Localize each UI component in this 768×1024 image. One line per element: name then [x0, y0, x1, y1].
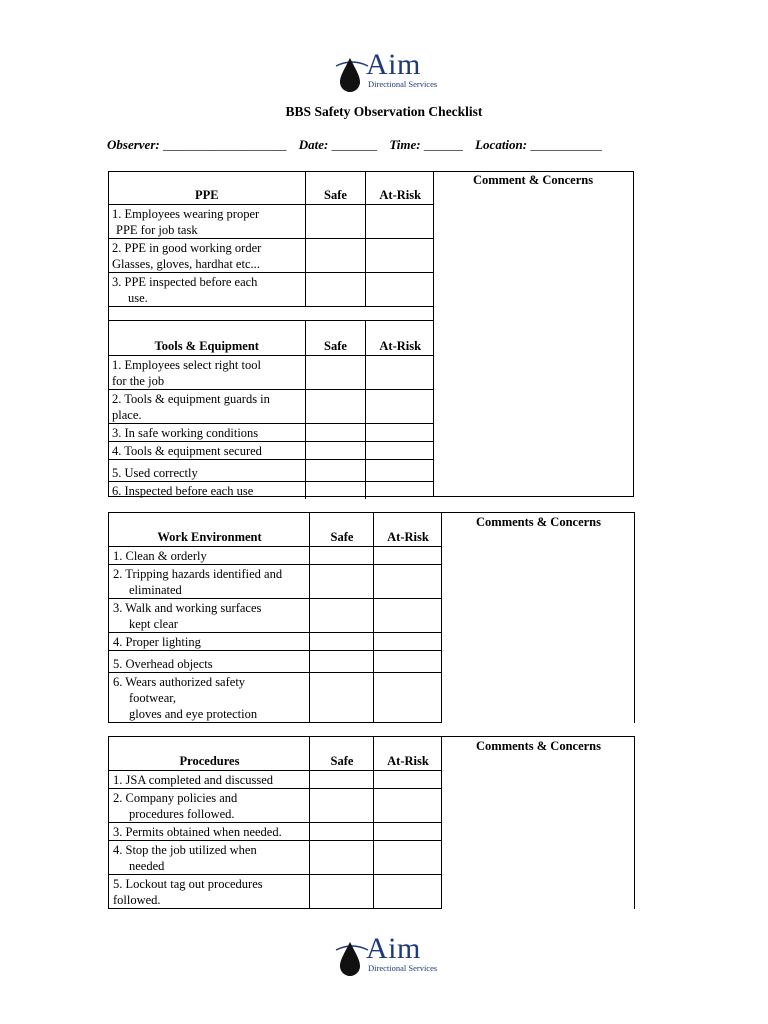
brand-name: Aim: [366, 48, 421, 81]
work-environment-comments[interactable]: [442, 513, 635, 723]
procedures-heading: Procedures: [109, 737, 310, 771]
procedures-item-5: 5. Lockout tag out procedures followed.: [109, 875, 310, 909]
procedures-item-4: 4. Stop the job utilized when needed: [109, 841, 310, 875]
work-item-2: 2. Tripping hazards identified and eliminated: [109, 565, 310, 599]
procedures-comment-header: Comments & Concerns: [476, 739, 601, 753]
tools-item-4-atrisk-cell[interactable]: [365, 442, 434, 460]
tools-item-1: 1. Employees select right tool for the job: [108, 356, 305, 390]
tools-item-3-safe-cell[interactable]: [305, 424, 365, 442]
work-item-4-safe-cell[interactable]: [310, 633, 374, 651]
work-item-6-atrisk-cell[interactable]: [374, 673, 442, 723]
tools-atrisk-header: At-Risk: [365, 321, 434, 356]
tools-item-4: 4. Tools & equipment secured: [108, 442, 305, 460]
work-item-5: 5. Overhead objects: [109, 651, 310, 673]
ppe-table: [108, 171, 434, 321]
procedures-atrisk-header: At-Risk: [374, 737, 442, 771]
tools-item-1-safe-cell[interactable]: [305, 356, 365, 390]
tools-item-2: 2. Tools & equipment guards in place.: [108, 390, 305, 424]
ppe-item-3: 3. PPE inspected before each use.: [108, 272, 305, 306]
procedures-item-2-safe-cell[interactable]: [310, 789, 374, 823]
ppe-atrisk-header: At-Risk: [365, 171, 434, 204]
brand-tagline: Directional Services: [368, 79, 438, 89]
ppe-item-2: 2. PPE in good working order Glasses, gloves, hardhat etc...: [108, 238, 305, 272]
procedures-item-3-safe-cell[interactable]: [310, 823, 374, 841]
procedures-item-1: 1. JSA completed and discussed: [109, 771, 310, 789]
date-label: Date:: [298, 137, 329, 152]
tools-item-3-atrisk-cell[interactable]: [365, 424, 434, 442]
procedures-safe-header: Safe: [310, 737, 374, 771]
work-item-6: 6. Wears authorized safety footwear, gloves and eye protection: [109, 673, 310, 723]
procedures-table: [108, 736, 635, 909]
work-item-4: 4. Proper lighting: [109, 633, 310, 651]
ppe-spacer: [108, 306, 434, 321]
ppe-item-3-atrisk-cell[interactable]: [365, 272, 434, 306]
work-item-1: 1. Clean & orderly: [109, 547, 310, 565]
ppe-item-1: 1. Employees wearing proper PPE for job task: [108, 204, 305, 238]
tools-item-4-safe-cell[interactable]: [305, 442, 365, 460]
work-item-2-safe-cell[interactable]: [310, 565, 374, 599]
footer-brand-tagline: Directional Services: [368, 963, 438, 973]
observer-label: Observer:: [107, 137, 160, 152]
procedures-item-2-atrisk-cell[interactable]: [374, 789, 442, 823]
work-item-2-atrisk-cell[interactable]: [374, 565, 442, 599]
footer-brand-name: Aim: [366, 932, 421, 965]
procedures-item-3: 3. Permits obtained when needed.: [109, 823, 310, 841]
tools-item-6-atrisk-cell[interactable]: [365, 482, 434, 500]
ppe-item-1-safe-cell[interactable]: [305, 204, 365, 238]
work-item-1-safe-cell[interactable]: [310, 547, 374, 565]
procedures-item-4-atrisk-cell[interactable]: [374, 841, 442, 875]
work-item-4-atrisk-cell[interactable]: [374, 633, 442, 651]
work-item-5-atrisk-cell[interactable]: [374, 651, 442, 673]
footer-logo: [330, 932, 440, 976]
time-field[interactable]: ______: [423, 137, 463, 152]
work-item-3-atrisk-cell[interactable]: [374, 599, 442, 633]
header-logo: [330, 48, 440, 92]
work-item-6-safe-cell[interactable]: [310, 673, 374, 723]
date-field[interactable]: _______: [331, 137, 378, 152]
tools-item-1-atrisk-cell[interactable]: [365, 356, 434, 390]
location-label: Location:: [475, 137, 528, 152]
work-item-1-atrisk-cell[interactable]: [374, 547, 442, 565]
ppe-heading: PPE: [108, 171, 305, 204]
work-item-3: 3. Walk and working surfaces kept clear: [109, 599, 310, 633]
procedures-item-1-safe-cell[interactable]: [310, 771, 374, 789]
work-item-3-safe-cell[interactable]: [310, 599, 374, 633]
observer-field[interactable]: ___________________: [162, 137, 287, 152]
work-environment-safe-header: Safe: [310, 513, 374, 547]
time-label: Time:: [389, 137, 421, 152]
tools-item-5: 5. Used correctly: [108, 460, 305, 482]
tools-item-5-atrisk-cell[interactable]: [365, 460, 434, 482]
tools-table: [108, 320, 434, 499]
work-environment-comment-header: Comments & Concerns: [476, 515, 601, 529]
procedures-comments[interactable]: [442, 737, 635, 909]
procedures-item-2: 2. Company policies and procedures followed.: [109, 789, 310, 823]
procedures-item-1-atrisk-cell[interactable]: [374, 771, 442, 789]
section1-comment-header: Comment & Concerns: [472, 173, 594, 187]
tools-item-6-safe-cell[interactable]: [305, 482, 365, 500]
procedures-item-3-atrisk-cell[interactable]: [374, 823, 442, 841]
tools-item-6: 6. Inspected before each use: [108, 482, 305, 500]
observer-line: [107, 137, 611, 153]
procedures-item-5-atrisk-cell[interactable]: [374, 875, 442, 909]
tools-item-5-safe-cell[interactable]: [305, 460, 365, 482]
work-environment-table: [108, 512, 635, 723]
tools-item-2-safe-cell[interactable]: [305, 390, 365, 424]
tools-item-2-atrisk-cell[interactable]: [365, 390, 434, 424]
ppe-safe-header: Safe: [305, 171, 365, 204]
tools-heading: Tools & Equipment: [108, 321, 305, 356]
ppe-item-1-atrisk-cell[interactable]: [365, 204, 434, 238]
ppe-item-2-safe-cell[interactable]: [305, 238, 365, 272]
location-field[interactable]: ___________: [530, 137, 602, 152]
page-title: BBS Safety Observation Checklist: [285, 104, 483, 119]
ppe-item-3-safe-cell[interactable]: [305, 272, 365, 306]
procedures-item-5-safe-cell[interactable]: [310, 875, 374, 909]
work-item-5-safe-cell[interactable]: [310, 651, 374, 673]
work-environment-heading: Work Environment: [109, 513, 310, 547]
work-environment-atrisk-header: At-Risk: [374, 513, 442, 547]
ppe-item-2-atrisk-cell[interactable]: [365, 238, 434, 272]
tools-item-3: 3. In safe working conditions: [108, 424, 305, 442]
procedures-item-4-safe-cell[interactable]: [310, 841, 374, 875]
tools-safe-header: Safe: [305, 321, 365, 356]
